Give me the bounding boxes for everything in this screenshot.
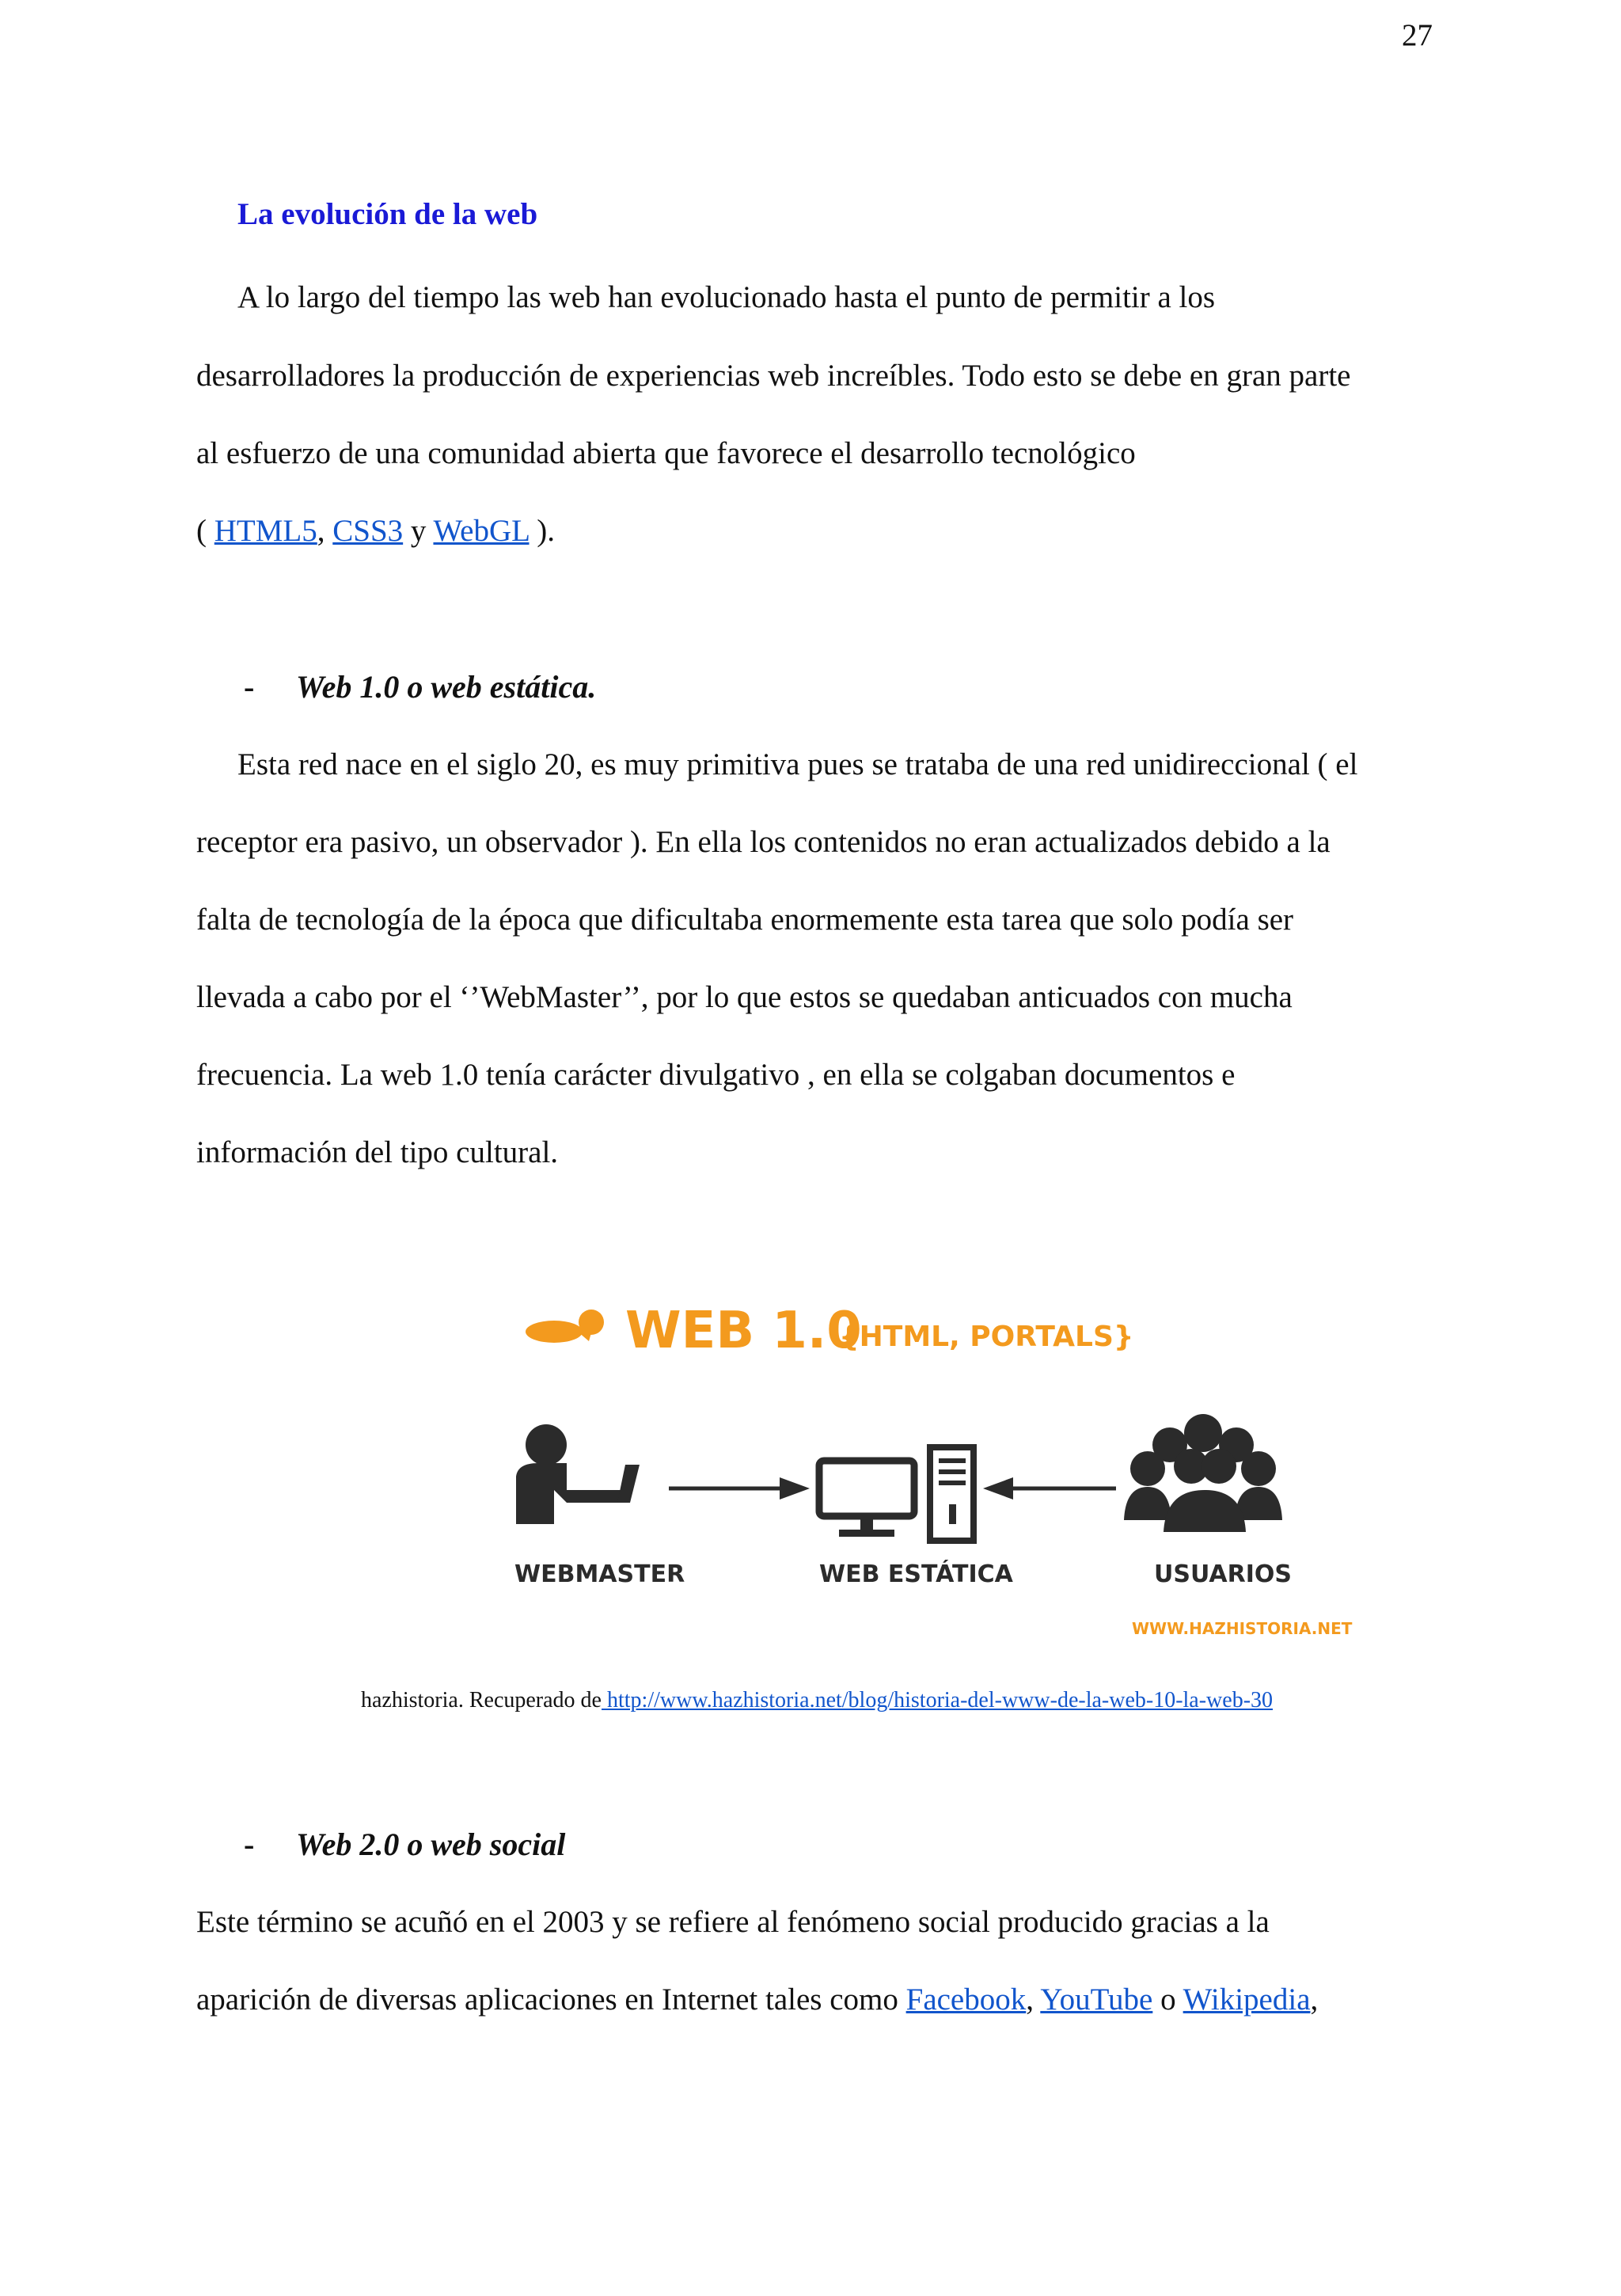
web1-diagram bbox=[507, 1283, 1353, 1647]
paragraph-line: al esfuerzo de una comunidad abierta que favorece el desarrollo tecnológico bbox=[196, 436, 1136, 470]
figure-caption bbox=[361, 1688, 1273, 1713]
text-fragment: ). bbox=[529, 514, 555, 548]
paragraph-line: frecuencia. La web 1.0 tenía carácter divulgativo , en ella se colgaban documentos e bbox=[196, 1058, 1236, 1092]
paragraph-line: Esta red nace en el siglo 20, es muy primitiva pues se trataba de una red unidireccional ( el bbox=[237, 747, 1358, 781]
text-fragment: aparición de diversas aplicaciones en Internet tales como bbox=[196, 1982, 906, 2017]
arrow-right-icon bbox=[669, 1477, 810, 1500]
list-dash: - bbox=[244, 669, 255, 705]
text-fragment: , bbox=[317, 514, 333, 548]
users-icon bbox=[1124, 1414, 1282, 1532]
text-fragment: y bbox=[403, 514, 434, 548]
label-webmaster: WEBMASTER bbox=[514, 1560, 685, 1588]
caption-link[interactable]: http://www.hazhistoria.net/blog/historia-del-www-de-la-web-10-la-web-30 bbox=[601, 1688, 1274, 1712]
text-fragment: , bbox=[1026, 1982, 1041, 2017]
link-facebook[interactable]: Facebook bbox=[905, 1982, 1027, 2017]
label-web-static: WEB ESTÁTICA bbox=[819, 1560, 1013, 1588]
computer-icon bbox=[819, 1447, 974, 1541]
link-wikipedia[interactable]: Wikipedia bbox=[1183, 1982, 1311, 2017]
paragraph-line: desarrolladores la producción de experiencias web increíbles. Todo esto se debe en gran parte bbox=[196, 359, 1351, 393]
list-dash: - bbox=[244, 1827, 255, 1862]
label-users: USUARIOS bbox=[1154, 1560, 1292, 1588]
link-css3[interactable]: CSS3 bbox=[332, 514, 404, 548]
mascot-icon bbox=[526, 1310, 604, 1343]
link-youtube[interactable]: YouTube bbox=[1040, 1982, 1153, 2017]
paragraph-line: receptor era pasivo, un observador ). En ella los contenidos no eran actualizados debido a la bbox=[196, 825, 1331, 859]
subsection-title: Web 1.0 o web estática. bbox=[296, 669, 597, 705]
figure-title: WEB 1.0 bbox=[625, 1302, 862, 1360]
section-heading: La evolución de la web bbox=[237, 197, 538, 231]
paragraph-line-links bbox=[196, 509, 555, 553]
paragraph-line-links bbox=[196, 1978, 1318, 2022]
paragraph-line: información del tipo cultural. bbox=[196, 1135, 559, 1169]
text-fragment: , bbox=[1310, 1982, 1319, 2017]
paragraph-line: falta de tecnología de la época que dificultaba enormemente esta tarea que solo podía ser bbox=[196, 903, 1294, 937]
link-webgl[interactable]: WebGL bbox=[433, 514, 530, 548]
caption-prefix: hazhistoria. Recuperado de bbox=[361, 1688, 602, 1712]
figure-watermark: WWW.HAZHISTORIA.NET bbox=[1132, 1619, 1353, 1638]
arrow-left-icon bbox=[983, 1477, 1116, 1500]
paragraph-line: llevada a cabo por el ‘’WebMaster’’, por lo que estos se quedaban anticuados con mucha bbox=[196, 980, 1293, 1014]
paragraph-line: A lo largo del tiempo las web han evolucionado hasta el punto de permitir a los bbox=[237, 280, 1216, 314]
webmaster-icon bbox=[516, 1424, 640, 1524]
paragraph-line: Este término se acuñó en el 2003 y se refiere al fenómeno social producido gracias a la bbox=[196, 1905, 1270, 1939]
subsection-title: Web 2.0 o web social bbox=[296, 1827, 566, 1862]
subsection-web1 bbox=[244, 665, 596, 709]
text-fragment: o bbox=[1152, 1982, 1183, 2017]
subsection-web2 bbox=[244, 1823, 565, 1867]
page-number: 27 bbox=[1402, 18, 1433, 52]
link-html5[interactable]: HTML5 bbox=[214, 514, 317, 548]
text-fragment: ( bbox=[196, 514, 214, 548]
figure-subtitle: {HTML, PORTALS} bbox=[839, 1321, 1134, 1353]
